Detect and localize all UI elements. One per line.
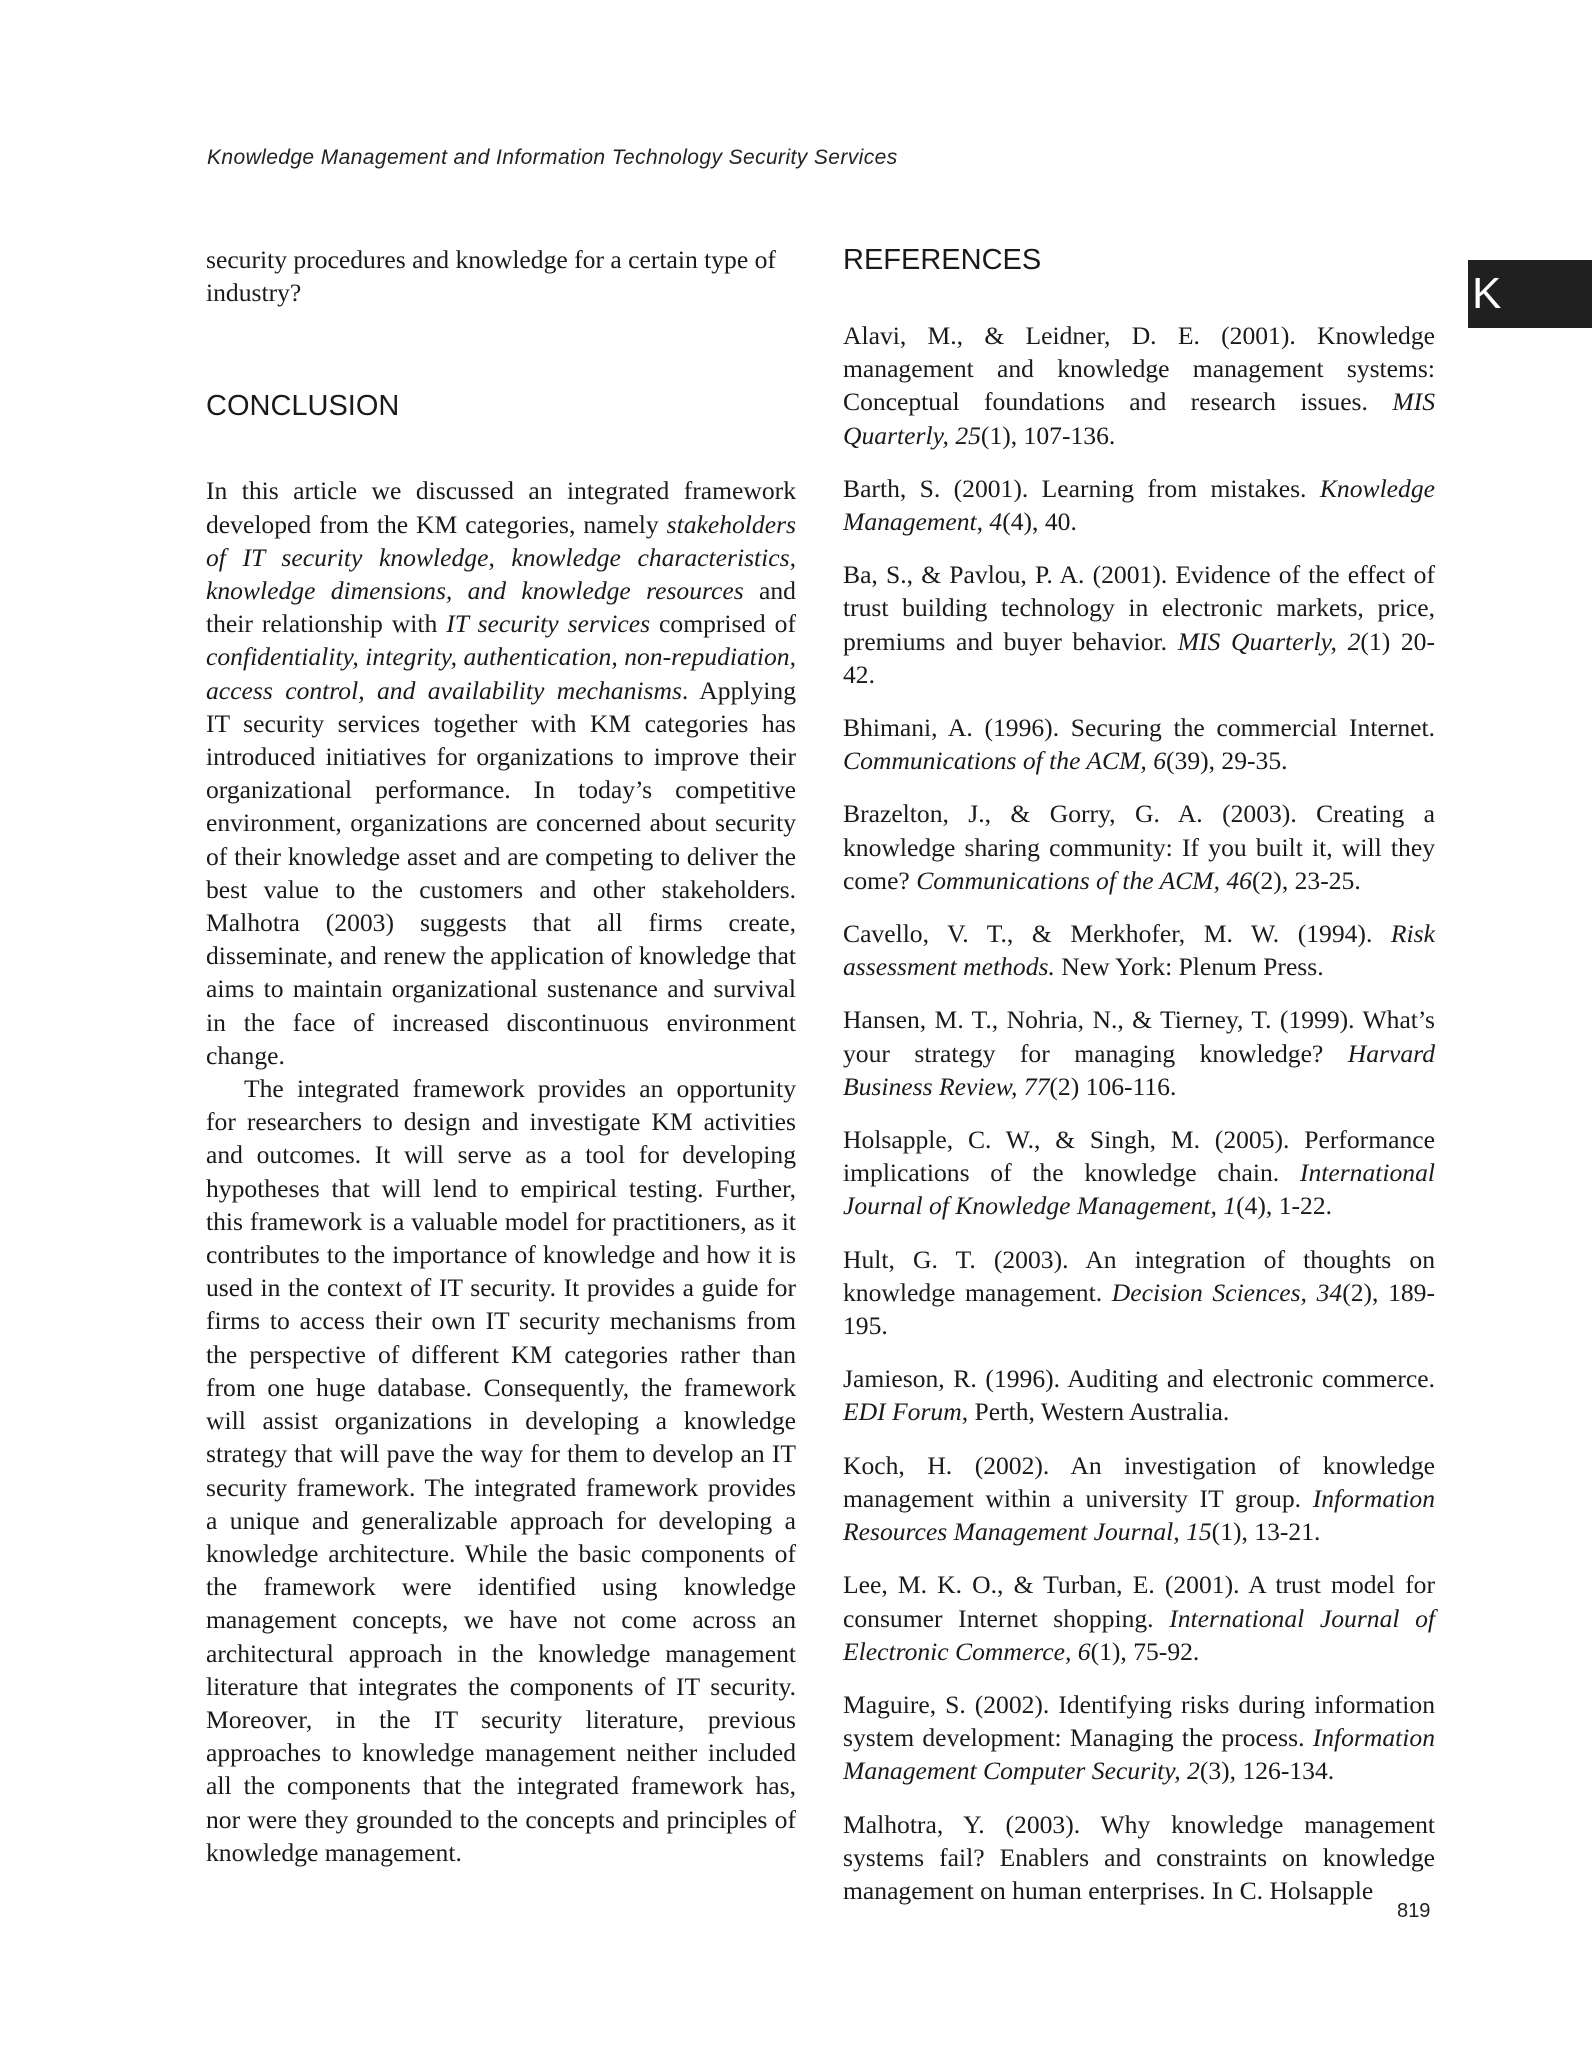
- ref-text: Brazelton, J., & Gorry, G. A. (2003). Creating a knowledge sharing community: If you built it, will they come?: [843, 799, 1435, 895]
- ref-details: (39), 29-35.: [1166, 746, 1288, 776]
- reference-item: [843, 797, 1435, 897]
- ref-text: Malhotra, Y. (2003). Why knowledge management systems fail? Enablers and constraints on knowledge management on human enterprises. In C. Holsapple: [843, 1809, 1435, 1905]
- ref-details: (2) 106-116.: [1049, 1071, 1177, 1101]
- reference-item: [843, 1123, 1435, 1223]
- ref-details: (4), 1-22.: [1236, 1191, 1333, 1221]
- italic-run: IT security services: [446, 609, 651, 639]
- ref-source: International Journal of Knowledge Management, 1: [843, 1158, 1435, 1221]
- reference-item: [843, 1449, 1435, 1549]
- right-column: [843, 243, 1435, 1927]
- ref-text: Barth, S. (2001). Learning from mistakes.: [843, 473, 1320, 503]
- ref-source: Risk assessment methods.: [843, 919, 1435, 982]
- continued-text: security procedures and knowledge for a certain type of industry?: [206, 245, 776, 308]
- ref-details: (1), 13-21.: [1211, 1517, 1321, 1547]
- ref-details: (1), 75-92.: [1090, 1636, 1200, 1666]
- conclusion-heading: CONCLUSION: [206, 390, 400, 423]
- ref-source: Decision Sciences, 34: [1111, 1277, 1343, 1307]
- ref-details: (3), 126-134.: [1199, 1756, 1335, 1786]
- ref-source: Information Management Computer Security, 2: [843, 1723, 1435, 1786]
- text-run: In this article we discussed an integrated framework developed from the KM categories, namely: [206, 476, 796, 539]
- ref-details: New York: Plenum Press.: [1054, 952, 1324, 982]
- ref-text: Lee, M. K. O., & Turban, E. (2001). A trust model for consumer Internet shopping.: [843, 1570, 1435, 1633]
- conclusion-paragraph-1: [206, 474, 796, 1072]
- ref-text: Maguire, S. (2002). Identifying risks during information system development: Managing the process.: [843, 1689, 1435, 1753]
- reference-item: [843, 917, 1435, 983]
- ref-source: International Journal of Electronic Commerce, 6: [843, 1603, 1436, 1666]
- ref-text: Koch, H. (2002). An investigation of knowledge management within a university IT group.: [843, 1450, 1435, 1513]
- ref-source: EDI Forum,: [843, 1397, 969, 1427]
- text-run: . Applying IT security services together with KM categories has introduced initiatives for organizations to improve their organizational performance. In today’s competitive environment, organizations are concerned about security of their knowledge asset and are competing to deliver the best value to the customers and other stakeholders. Malhotra (2003) suggests that all firms create, disseminate, and renew the application of knowledge that aims to maintain organizational sustenance and survival in the face of increased discontinuous environment change.: [206, 675, 796, 1070]
- text-run: and their relationship with: [206, 576, 796, 639]
- ref-source: Information Resources Management Journal, 15: [843, 1483, 1435, 1547]
- ref-source: Knowledge Management, 4: [843, 473, 1435, 537]
- ref-text: Bhimani, A. (1996). Securing the commercial Internet.: [843, 713, 1435, 743]
- ref-text: Ba, S., & Pavlou, P. A. (2001). Evidence of the effect of trust building technology in electronic markets, price, premiums and buyer behavior.: [843, 560, 1435, 656]
- reference-item: [843, 472, 1435, 538]
- ref-source: Communications of the ACM, 46: [916, 865, 1252, 895]
- reference-item: [843, 1688, 1435, 1788]
- italic-run: confidentiality, integrity, authentication, non-repudiation, access control, and availability mechanisms: [206, 642, 796, 705]
- reference-item: [843, 1243, 1435, 1343]
- ref-text: Cavello, V. T., & Merkhofer, M. W. (1994).: [843, 919, 1391, 949]
- ref-text: Hult, G. T. (2003). An integration of thoughts on knowledge management.: [843, 1244, 1435, 1307]
- ref-source: Communications of the ACM, 6: [843, 746, 1166, 776]
- left-column: [206, 243, 796, 1869]
- ref-details: Perth, Western Australia.: [968, 1397, 1230, 1427]
- reference-item: [843, 1808, 1435, 1908]
- reference-item: [843, 558, 1435, 691]
- running-header: Knowledge Management and Information Technology Security Services: [207, 146, 898, 169]
- ref-text: Hansen, M. T., Nohria, N., & Tierney, T. (1999). What’s your strategy for managing knowledge?: [843, 1005, 1435, 1068]
- reference-item: [843, 1568, 1435, 1668]
- ref-text: Alavi, M., & Leidner, D. E. (2001). Knowledge management and knowledge management systems: Conceptual foundations and research issues.: [843, 321, 1435, 417]
- text-run: comprised of: [650, 609, 796, 639]
- reference-item: [843, 319, 1435, 452]
- ref-details: (2), 189-195.: [843, 1277, 1436, 1341]
- ref-source: MIS Quarterly, 25: [843, 387, 1435, 450]
- ref-text: Jamieson, R. (1996). Auditing and electronic commerce.: [843, 1364, 1435, 1394]
- reference-item: [843, 711, 1435, 777]
- reference-item: [843, 1003, 1435, 1103]
- ref-details: (2), 23-25.: [1251, 865, 1361, 895]
- ref-source: MIS Quarterly, 2: [1177, 626, 1361, 656]
- conclusion-paragraph-2: The integrated framework provides an opportunity for researchers to design and investigate KM activities and outcomes. It will serve as a tool for developing hypotheses that will lend to empirical testing. Further, this framework is a valuable model for practitioners, as it contributes to the importance of knowledge and how it is used in the context of IT security. It provides a guide for firms to access their own IT security mechanisms from the perspective of different KM categories rather than from one huge database. Consequently, the framework will assist organizations in developing a knowledge strategy that will pave the way for them to develop an IT security framework. The integrated framework provides a unique and generalizable approach for developing a knowledge architecture. While the basic components of the framework were identified using knowledge management concepts, we have not come across an architectural approach in the knowledge management literature that integrates the components of IT security. Moreover, in the IT security literature, previous approaches to knowledge management neither included all the components that the integrated framework has, nor were they grounded to the concepts and principles of knowledge management.: [206, 1074, 796, 1867]
- ref-details: (4), 40.: [1002, 507, 1077, 537]
- ref-text: Holsapple, C. W., & Singh, M. (2005). Performance implications of the knowledge chain.: [843, 1125, 1435, 1188]
- section-thumb-tab: K: [1468, 260, 1592, 328]
- ref-details: (1), 107-136.: [980, 420, 1116, 450]
- ref-details: (1) 20-42.: [843, 626, 1435, 689]
- references-heading: REFERENCES: [843, 244, 1042, 276]
- ref-source: Harvard Business Review, 77: [843, 1038, 1435, 1101]
- page-number: 819: [1397, 1900, 1431, 1922]
- reference-item: [843, 1362, 1435, 1428]
- italic-run: stakeholders of IT security knowledge, knowledge characteristics, knowledge dimensions, and knowledge resources: [206, 509, 796, 606]
